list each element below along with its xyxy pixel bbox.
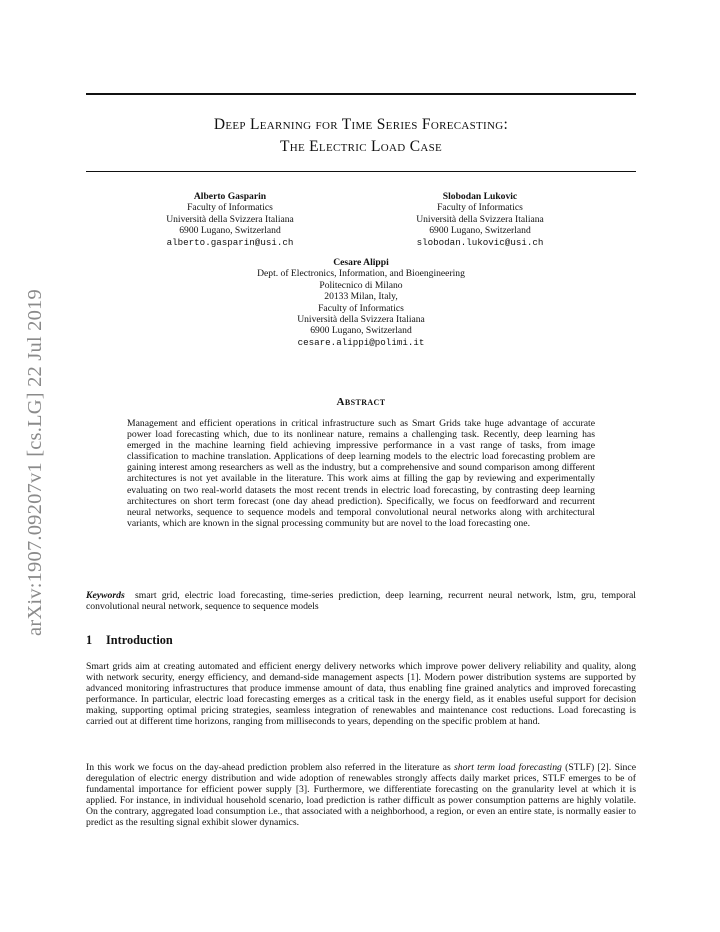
author-affiliation-line: Faculty of Informatics [437, 202, 523, 214]
keywords-label: Keywords [86, 590, 125, 601]
paper-title-line-2: The Electric Load Case [279, 138, 443, 155]
body-text: In this work we focus on the day-ahead prediction problem also referred in the literature as [86, 762, 454, 773]
paper-title [86, 114, 636, 158]
author-affiliation-line: Faculty of Informatics [187, 202, 273, 214]
author-affiliation-line: Dept. of Electronics, Information, and Bioengineering [257, 268, 465, 280]
author-affiliation-line: Università della Svizzera Italiana [416, 213, 544, 225]
abstract-heading: Abstract [336, 396, 386, 408]
abstract-text: Management and efficient operations in critical infrastructure such as Smart Grids take huge advantage of accurate power load forecasting which, due to its nonlinear nature, remains a challenging task. Recently, deep learning has emerged in the machine learning field achieving impressive performance in a vast range of tasks, from image classification to machine translation. Applications of deep learning models to the electric load forecasting problem are gaining interest among researchers as well as the industry, but a comprehensive and sound comparison among different architectures is not yet available in the literature. This work aims at filling the gap by reviewing and experimentally evaluating on two real-world datasets the most recent trends in electric load forecasting, by contrasting deep learning architectures on short term forecast (one day ahead prediction). Specifically, we focus on feedforward and recurrent neural networks, sequence to sequence models and temporal convolutional neural networks along with architectural variants, which are known in the signal processing community but are novel to the load forecasting one. [127, 418, 595, 529]
paper-title-line-1: Deep Learning for Time Series Forecasting: [213, 116, 509, 133]
section-number: 1 [86, 633, 93, 647]
author-affiliation-line: Faculty of Informatics [318, 302, 404, 314]
author-block-2 [360, 191, 600, 248]
emphasized-term: short term load forecasting [453, 762, 562, 773]
author-email[interactable]: cesare.alippi@polimi.it [297, 336, 425, 348]
author-name: Alberto Gasparin [193, 191, 267, 202]
author-affiliation-line: Politecnico di Milano [319, 279, 403, 291]
arxiv-side-identifier-container [20, 252, 50, 672]
author-name: Slobodan Lukovic [442, 191, 518, 202]
author-block-3 [86, 257, 636, 348]
body-text: (STLF) [2]. Since deregulation of electric energy distribution and wide adoption of renewables strongly affects daily market prices, STLF emerges to be of fundamental importance for efficient power supply [3]. Furthermore, we differentiate forecasting on the granularity level at which it is applied. For instance, in individual household scenario, load prediction is rather difficult as power consumption patterns are highly volatile. On the contrary, aggregated load consumption i.e., that associated with a neighborhood, a region, or even an entire state, is normally easier to predict as the resulting signal exhibit slower dynamics. [86, 762, 636, 829]
author-email[interactable]: alberto.gasparin@usi.ch [166, 236, 294, 248]
title-bottom-rule [86, 171, 636, 172]
keywords-paragraph [86, 590, 636, 613]
author-name: Cesare Alippi [333, 257, 389, 268]
author-affiliation-line: Università della Svizzera Italiana [297, 314, 425, 326]
title-top-rule [86, 93, 636, 95]
author-affiliation-line: 6900 Lugano, Switzerland [310, 325, 412, 337]
author-email[interactable]: slobodan.lukovic@usi.ch [416, 236, 544, 248]
body-paragraph-1: Smart grids aim at creating automated and efficient energy delivery networks which improve power delivery reliability and quality, along with network security, energy efficiency, and demand-side management aspects [1]. Modern power distribution systems are supported by advanced monitoring infrastructures that produce immense amount of data, thus enabling fine grained analytics and improved forecasting performance. In particular, electric load forecasting emerges as a critical task in the energy field, as it enables useful support for decision making, supporting optimal pricing strategies, seamless integration of renewables and maintenance cost reductions. Load forecasting is carried out at different time horizons, ranging from milliseconds to years, depending on the specific problem at hand. [86, 661, 636, 728]
section-heading [86, 633, 173, 648]
keywords-text: smart grid, electric load forecasting, time-series prediction, deep learning, recurrent neural network, lstm, gru, temporal convolutional neural network, sequence to sequence models [86, 590, 636, 613]
body-paragraph-2 [86, 762, 636, 829]
section-title: Introduction [106, 633, 173, 647]
author-affiliation-line: Università della Svizzera Italiana [166, 213, 294, 225]
author-affiliation-line: 6900 Lugano, Switzerland [179, 225, 281, 237]
arxiv-side-identifier: arXiv:1907.09207v1 [cs.LG] 22 Jul 2019 [23, 288, 46, 636]
author-block-1 [110, 191, 350, 248]
author-affiliation-line: 6900 Lugano, Switzerland [429, 225, 531, 237]
author-affiliation-line: 20133 Milan, Italy, [324, 291, 398, 303]
